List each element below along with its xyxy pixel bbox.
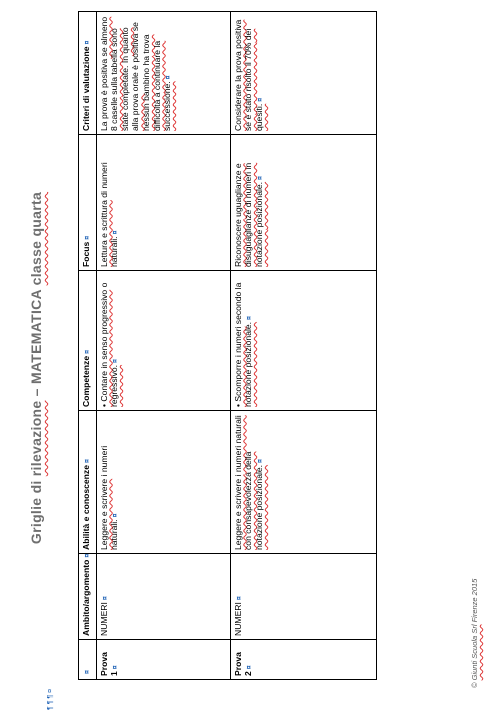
margin-marks xyxy=(46,680,56,710)
margin-mark: ¶ xyxy=(47,706,54,710)
table-row xyxy=(96,12,230,680)
cell-criteri: Considerare la prova positiva se è stato risolto il 70% dei quesiti.¤ xyxy=(230,12,376,135)
title-middle: – MATEMATICA xyxy=(28,285,44,401)
header-criteri: Criteri di valutazione¤ xyxy=(79,12,97,135)
header-empty: ¤ xyxy=(79,640,97,680)
cell-focus: Riconoscere uguaglianze e disuguaglianze di numeri in notazione posizionale.¤ xyxy=(230,135,376,271)
cell-ambito: NUMERI¤ xyxy=(230,554,376,640)
cell-competenze: • Contare in senso progressivo o regressivo.¤ xyxy=(96,271,230,411)
margin-mark: ¤ xyxy=(47,688,54,693)
cell-criteri: La prova è positiva se almeno 8 caselle sulla tabella sono state completate. In quanto alla prova orale è positiva se nessun bambino ha trova difficoltà a continuare la successione.¤ xyxy=(96,12,230,135)
header-ambito: Ambito/argomento¤ xyxy=(79,554,97,640)
cell-abilita: Leggere e scrivere i numeri naturali.¤ xyxy=(96,411,230,554)
page-title xyxy=(28,48,44,688)
margin-mark: ¶ xyxy=(47,694,54,699)
title-highlight: rilevazione xyxy=(28,400,44,477)
header-focus: Focus¤ xyxy=(79,135,97,271)
evaluation-table xyxy=(78,11,377,680)
row-label: Prova 2¤ xyxy=(230,640,376,680)
row-label: Prova 1¤ xyxy=(96,640,230,680)
table-header-row xyxy=(79,12,97,680)
copyright-credit: © Giunti Scuola Srl Firenze 2015 xyxy=(470,578,479,688)
header-abilita: Abilità e conoscenze¤ xyxy=(79,411,97,554)
title-prefix: Griglie di xyxy=(28,476,44,545)
header-competenze: Competenze¤ xyxy=(79,271,97,411)
margin-mark: ¶ xyxy=(47,700,54,705)
cell-ambito: NUMERI¤ xyxy=(96,554,230,640)
cell-competenze: • Scomporre i numeri secondo la notazione posizionale.¤ xyxy=(230,271,376,411)
table-row xyxy=(230,12,376,680)
cell-abilita: Leggere e scrivere i numeri naturali con consapevolezza della notazione posizionale.¤ xyxy=(230,411,376,554)
title-suffix: classe quarta xyxy=(28,191,44,286)
cell-focus: Lettura e scrittura di numeri naturali.¤ xyxy=(96,135,230,271)
